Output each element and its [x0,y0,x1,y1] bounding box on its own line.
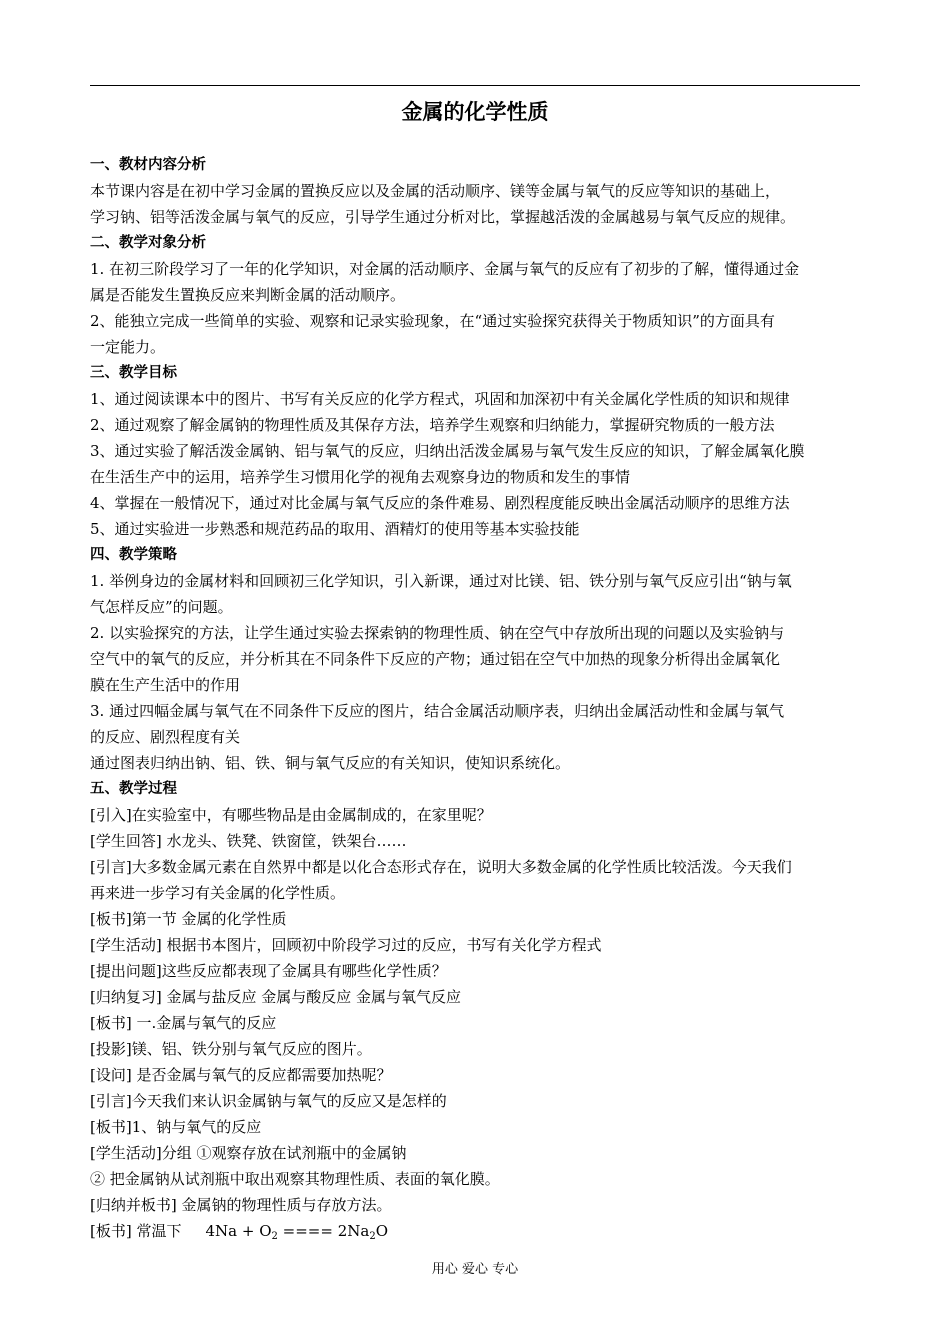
paragraph-line: 2、能独立完成一些简单的实验、观察和记录实验现象，在“通过实验探究获得关于物质知识”的方面具有 [90,312,775,330]
paragraph-line: [板书] 一.金属与氧气的反应 [90,1014,277,1032]
section-heading: 二、教学对象分析 [90,235,206,251]
equation-lhs: 4Na + O [205,1222,272,1240]
document-title: 金属的化学性质 [401,100,549,124]
header-rule [90,85,860,86]
paragraph-line: 5、通过实验进一步熟悉和规范药品的取用、酒精灯的使用等基本实验技能 [90,520,580,538]
paragraph-line: [学生回答] 水龙头、铁凳、铁窗筐，铁架台…… [90,832,407,850]
paragraph-line: [引入]在实验室中，有哪些物品是由金属制成的，在家里呢？ [90,806,492,824]
section-heading: 四、教学策略 [90,547,177,563]
paragraph-line: 空气中的氧气的反应，并分析其在不同条件下反应的产物；通过铝在空气中加热的现象分析得出金属氧化 [90,650,781,668]
paragraph-line: [投影]镁、铝、铁分别与氧气反应的图片。 [90,1040,372,1058]
paragraph-line: 一定能力。 [90,338,166,356]
equation-rhs-end: O [375,1222,389,1240]
paragraph-line: [设问] 是否金属与氧气的反应都需要加热呢？ [90,1066,392,1084]
paragraph-line: 再来进一步学习有关金属的化学性质。 [90,884,346,902]
paragraph-line: [归纳并板书] 金属钠的物理性质与存放方法。 [90,1196,392,1214]
paragraph-line: 的反应、剧烈程度有关 [90,728,241,746]
section-heading: 一、教材内容分析 [90,157,206,173]
equation-lhs-subscript: 2 [271,1231,278,1242]
paragraph-line: [归纳复习] 金属与盐反应 金属与酸反应 金属与氧气反应 [90,988,462,1006]
equation-arrow: ==== [282,1222,333,1240]
paragraph-line: 3. 通过四幅金属与氧气在不同条件下反应的图片，结合金属活动顺序表，归纳出金属活动性和金属与氧气 [90,702,785,720]
paragraph-line: 膜在生产生活中的作用 [90,676,241,694]
paragraph-line: [板书]第一节 金属的化学性质 [90,910,287,928]
paragraph-line: [引言]大多数金属元素在自然界中都是以化合态形式存在，说明大多数金属的化学性质比较活泼。今天我们 [90,858,792,876]
equation-line [90,1218,860,1244]
paragraph-line: 2、通过观察了解金属钠的物理性质及其保存方法，培养学生观察和归纳能力，掌握研究物质的一般方法 [90,416,775,434]
section-heading: 五、教学过程 [90,781,177,797]
paragraph-line: [板书]1、钠与氧气的反应 [90,1118,262,1136]
paragraph-line: 在生活生产中的运用，培养学生习惯用化学的视角去观察身边的物质和发生的事情 [90,468,631,486]
paragraph-line: [学生活动]分组 ①观察存放在试剂瓶中的金属钠 [90,1144,407,1162]
paragraph-line: [学生活动] 根据书本图片，回顾初中阶段学习过的反应，书写有关化学方程式 [90,936,602,954]
section-heading: 三、教学目标 [90,365,177,381]
paragraph-line: 属是否能发生置换反应来判断金属的活动顺序。 [90,286,406,304]
equation-rhs-subscript: 2 [369,1231,376,1242]
paragraph-line: 学习钠、铝等活泼金属与氧气的反应，引导学生通过分析对比，掌握越活泼的金属越易与氧气反应的规律。 [90,208,796,226]
paragraph-line: 本节课内容是在初中学习金属的置换反应以及金属的活动顺序、镁等金属与氧气的反应等知识的基础上， [90,182,781,200]
paragraph-line: 1、通过阅读课本中的图片、书写有关反应的化学方程式，巩固和加深初中有关金属化学性质的知识和规律 [90,390,790,408]
equation-prefix: [板书] 常温下 [90,1222,182,1240]
paragraph-line: 1. 在初三阶段学习了一年的化学知识，对金属的活动顺序、金属与氧气的反应有了初步的了解，懂得通过金 [90,260,800,278]
page-footer: 用心 爱心 专心 [431,1262,519,1277]
paragraph-line: 1. 举例身边的金属材料和回顾初三化学知识，引入新课，通过对比镁、铝、铁分别与氧气反应引出“钠与氧 [90,572,792,590]
paragraph-line: 通过图表归纳出钠、铝、铁、铜与氧气反应的有关知识，使知识系统化。 [90,754,571,772]
paragraph-line: 3、通过实验了解活泼金属钠、铝与氧气的反应，归纳出活泼金属易与氧气发生反应的知识，了解金属氧化膜 [90,442,805,460]
paragraph-line: ② 把金属钠从试剂瓶中取出观察其物理性质、表面的氧化膜。 [90,1170,500,1188]
paragraph-line: [引言]今天我们来认识金属钠与氧气的反应又是怎样的 [90,1092,447,1110]
paragraph-line: [提出问题]这些反应都表现了金属具有哪些化学性质？ [90,962,447,980]
paragraph-line: 2. 以实验探究的方法，让学生通过实验去探索钠的物理性质、钠在空气中存放所出现的问题以及实验钠与 [90,624,785,642]
equation-rhs: 2Na [337,1222,370,1240]
paragraph-line: 气怎样反应”的问题。 [90,598,233,616]
document-body [90,152,860,1244]
paragraph-line: 4、掌握在一般情况下，通过对比金属与氧气反应的条件难易、剧烈程度能反映出金属活动顺序的思维方法 [90,494,790,512]
